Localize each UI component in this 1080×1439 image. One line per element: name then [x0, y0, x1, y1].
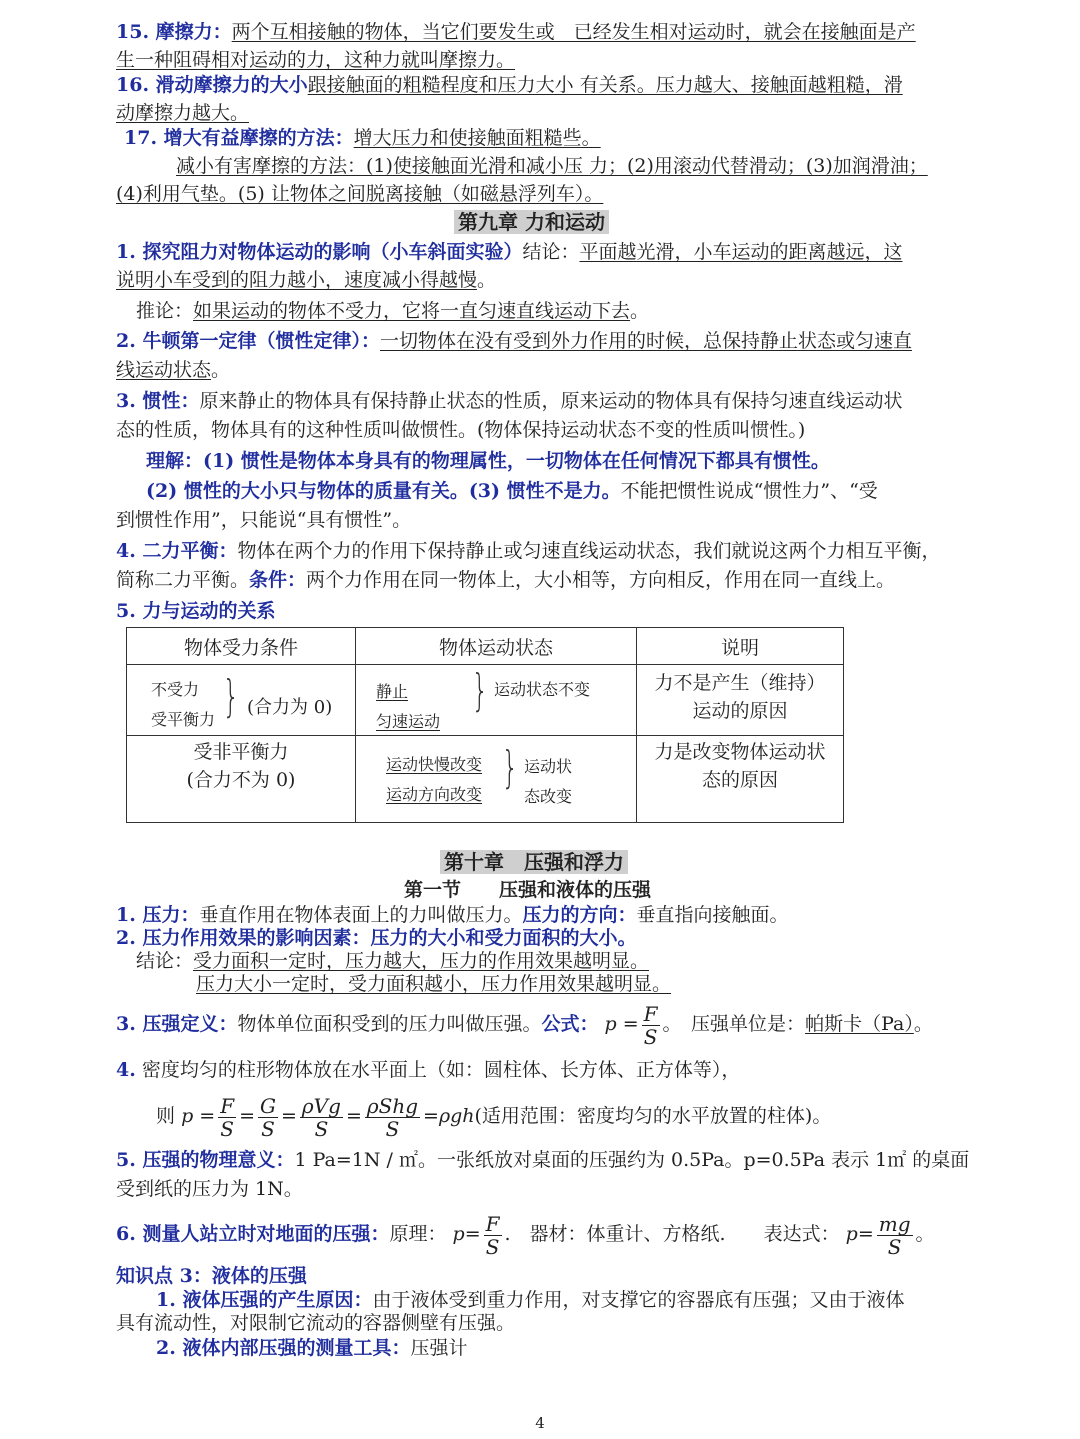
- ch10-q2-conclusion-2: [196, 970, 955, 998]
- ch10-q5: [116, 1146, 970, 1174]
- formula-rhogh: ρgh: [438, 1105, 475, 1127]
- ch9-point-1: [116, 238, 955, 266]
- ch9-point-1-conclusion: 平面越光滑，小车运动的距离越远，这: [579, 241, 903, 263]
- item-17-text: 增大压力和使接触面粗糙些。: [353, 127, 601, 149]
- table-cell: [356, 736, 637, 823]
- ch9-understand-text: 理解：(1) 惯性是物体本身具有的物理属性，一切物体在任何情况下都具有惯性。: [146, 450, 830, 472]
- ch9-point-3-text-2: 态的性质，物体具有的这种性质叫做惯性。(物体保持运动状态不变的性质叫惯性。): [116, 419, 806, 441]
- table-row: [127, 736, 844, 823]
- item-17-reduce-text: 减小有害摩擦的方法：(1)使接触面光滑和减小压 力；(2)用滚动代替滑动；(3)加润滑油；: [176, 155, 928, 177]
- ch9-point-4-condition-label: 条件：: [249, 569, 307, 591]
- fraction-g-s: [258, 1095, 278, 1140]
- page-number: 4: [535, 1414, 545, 1432]
- item-16: [116, 71, 955, 99]
- fraction-numerator: F: [485, 1211, 500, 1236]
- fraction-denominator: S: [485, 1234, 500, 1259]
- ch10-q4-text: 密度均匀的柱形物体放在水平面上（如：圆柱体、长方体、正方体等），: [141, 1059, 741, 1081]
- chapter-9-title: [454, 208, 609, 236]
- table-header: 物体运动状态: [356, 628, 637, 665]
- ch9-inference-text: 如果运动的物体不受力，它将一直匀速直线运动下去: [193, 300, 631, 322]
- ch10-q1-dir-text: 垂直指向接触面。: [636, 904, 789, 926]
- ch9-point-1-label: 1. 探究阻力对物体运动的影响（小车斜面实验）: [116, 241, 523, 263]
- r1-note-a: 力不是产生（维持）: [654, 672, 826, 694]
- pressure-fraction: [642, 1003, 660, 1048]
- r1-uniform-motion: 匀速运动: [376, 712, 441, 731]
- table-cell: [356, 665, 637, 736]
- r1-state-unchanged: 运动状态不变: [494, 680, 591, 699]
- item-15-text: 两个互相接触的物体，当它们要发生或 已经发生相对运动时，就会在接触面是产: [231, 21, 916, 43]
- r1-note-b: 运动的原因: [692, 700, 788, 722]
- ch10-q2-conclusion-1: 受力面积一定时，压力越大，压力的作用效果越明显。: [193, 950, 650, 972]
- ch9-point-4-label: 4. 二力平衡：: [116, 540, 238, 562]
- ch10-q1-label: 1. 压力：: [116, 904, 200, 926]
- fraction-denominator: S: [261, 1116, 275, 1141]
- item-16-cont: [116, 99, 955, 127]
- kp3-item-1-label: 1. 液体压强的产生原因：: [156, 1289, 373, 1311]
- ch9-point-2-end: 。: [211, 359, 231, 381]
- r1-net-zero: (合力为 0): [247, 697, 333, 718]
- ch9-point-1-conclusion-label: 结论：: [522, 241, 580, 263]
- ch10-q2-text: 2. 压力作用效果的影响因素：压力的大小和受力面积的大小。: [116, 927, 637, 949]
- ch10-q4-range: (适用范围：密度均匀的水平放置的柱体)。: [474, 1105, 832, 1127]
- ch9-understand-text-2b: 不能把惯性说成“惯性力”、“受: [620, 480, 878, 502]
- ch9-point-4-condition: 两个力作用在同一物体上，大小相等，方向相反，作用在同一直线上。: [306, 569, 896, 591]
- ch9-point-3-understand: [146, 447, 955, 475]
- kp3-item-1-text: 由于液体受到重力作用，对支撑它的容器底有压强；又由于液体: [372, 1289, 905, 1311]
- ch10-q4: [116, 1056, 955, 1084]
- fraction-denominator: S: [314, 1116, 329, 1141]
- fraction-numerator: G: [260, 1093, 276, 1118]
- item-17-label: 17. 增大有益摩擦的方法：: [124, 127, 354, 149]
- pressure-formula-lhs: p =: [604, 1013, 639, 1035]
- fraction-mg-s: [877, 1213, 913, 1258]
- fraction-denominator: S: [887, 1234, 902, 1259]
- fraction-numerator: mg: [878, 1211, 911, 1236]
- formula-eq: =: [464, 1223, 481, 1245]
- ch10-q5-text: 1 Pa=1N / ㎡。一张纸放对桌面的压强约为 0.5Pa。p=0.5Pa 表示 1㎡ 的桌面: [294, 1149, 970, 1171]
- force-motion-table: [126, 627, 844, 823]
- ch9-point-2-cont: [116, 356, 955, 384]
- formula-p: p: [181, 1105, 194, 1127]
- ch10-q4-formula: [156, 1088, 955, 1144]
- formula-eq: =: [239, 1105, 256, 1127]
- knowledge-point-3-label: 知识点 3：液体的压强: [116, 1265, 307, 1287]
- ch9-point-1-cont: [116, 266, 955, 294]
- ch10-q4-then: 则: [156, 1105, 176, 1127]
- fraction-rhovg-s: [300, 1095, 343, 1140]
- ch9-point-3: [116, 387, 955, 415]
- ch9-point-2-text: 一切物体在没有受到外力作用的时候，总保持静止状态或匀速直: [379, 330, 912, 352]
- ch10-q2-conclusion-label: 结论：: [136, 950, 194, 972]
- item-16-label: 16. 滑动摩擦力的大小: [116, 74, 308, 96]
- item-15-label: 15. 摩擦力：: [116, 21, 232, 43]
- table-header: 物体受力条件: [127, 628, 356, 665]
- kp3-item-1-cont: [116, 1309, 955, 1337]
- r1-balanced-force: 受平衡力: [151, 710, 216, 729]
- item-17-reduce: [176, 152, 955, 180]
- r2-note-a: 力是改变物体运动状: [654, 741, 826, 763]
- ch10-q5-label: 5. 压强的物理意义：: [116, 1149, 295, 1171]
- ch10-q6: [116, 1208, 955, 1260]
- formula-eq: =: [199, 1105, 216, 1127]
- r2-speed-change: 运动快慢改变: [386, 755, 483, 774]
- r2-state-b: 态改变: [524, 787, 573, 806]
- brace-icon: }: [471, 665, 489, 716]
- ch9-inference-label: 推论：: [136, 300, 194, 322]
- item-15-text-2: 生一种阻碍相对运动的力，这种力就叫摩擦力。: [116, 49, 516, 71]
- ch9-point-2: [116, 327, 955, 355]
- ch9-point-2-text-2: 线运动状态: [116, 359, 212, 381]
- ch10-q3-unit-label: 。 压强单位是：: [662, 1013, 806, 1035]
- item-16-text: 跟接触面的粗糙程度和压力大小 有关系。压力越大、接触面越粗糙，滑: [307, 74, 903, 96]
- item-17-reduce-cont: [116, 180, 955, 208]
- ch9-point-5: [116, 597, 955, 625]
- item-17: [124, 124, 955, 152]
- ch9-point-4-text-2a: 简称二力平衡。: [116, 569, 250, 591]
- kp3-item-1-text-2: 具有流动性，对限制它流动的容器侧壁有压强。: [116, 1312, 516, 1334]
- ch10-q6-label: 6. 测量人站立时对地面的压强：: [116, 1223, 390, 1245]
- fraction-numerator: F: [220, 1093, 235, 1118]
- ch10-q4-label: 4.: [116, 1059, 136, 1081]
- fraction-denominator: S: [643, 1024, 658, 1049]
- ch10-q6-tools: . 器材：体重计、方格纸. 表达式：: [504, 1223, 840, 1245]
- table-header: 说明: [637, 628, 844, 665]
- ch10-q5-cont: [116, 1175, 955, 1203]
- chapter-10-title: [440, 848, 628, 876]
- ch10-q3-formula-label: 公式：: [541, 1013, 599, 1035]
- item-15: [116, 18, 955, 46]
- r2-net-nonzero: (合力不为 0): [186, 769, 296, 791]
- r2-direction-change: 运动方向改变: [386, 785, 483, 804]
- r2-note-b: 态的原因: [701, 769, 778, 791]
- ch10-q2-conclusion-2-text: 压力大小一定时，受力面积越小，压力作用效果越明显。: [196, 973, 672, 995]
- ch10-q3-unit: 帕斯卡（Pa）: [805, 1013, 914, 1035]
- formula-eq: =: [345, 1105, 362, 1127]
- ch10-q3-label: 3. 压强定义：: [116, 1013, 238, 1035]
- ch10-q1-dir-label: 压力的方向：: [522, 904, 637, 926]
- fraction-f-s: [218, 1095, 236, 1140]
- ch10-q1-text: 垂直作用在物体表面上的力叫做压力。: [199, 904, 523, 926]
- ch9-point-3-text: 原来静止的物体具有保持静止状态的性质，原来运动的物体具有保持匀速直线运动状: [199, 390, 903, 412]
- ch9-point-2-label: 2. 牛顿第一定律（惯性定律）：: [116, 330, 380, 352]
- ch9-point-3-label: 3. 惯性：: [116, 390, 200, 412]
- fraction-denominator: S: [220, 1116, 234, 1141]
- ch10-q5-text-2: 受到纸的压力为 1N。: [116, 1178, 303, 1200]
- chapter-9-title-text: 第九章 力和运动: [454, 210, 609, 234]
- ch9-point-1-end: 。: [477, 269, 497, 291]
- item-17-reduce-text-2: (4)利用气垫。(5) 让物体之间脱离接触（如磁悬浮列车）。: [116, 183, 604, 205]
- fraction-rhoshg-s: [365, 1095, 420, 1140]
- ch10-q3-text: 物体单位面积受到的压力叫做压强。: [237, 1013, 542, 1035]
- ch10-q3: [116, 998, 955, 1050]
- kp3-item-2-text: 压强计: [410, 1337, 468, 1359]
- ch9-point-1-conclusion-2: 说明小车受到的阻力越小，速度减小得越慢: [116, 269, 478, 291]
- ch9-inference-end: 。: [630, 300, 650, 322]
- item-15-cont: [116, 46, 955, 74]
- table-cell: [127, 665, 356, 736]
- item-16-text-2: 动摩擦力越大。: [116, 102, 250, 124]
- table-row: [127, 665, 844, 736]
- formula-eq: =: [281, 1105, 297, 1127]
- chapter-10-title-text: 第十章 压强和浮力: [440, 850, 628, 874]
- ch10-q6-end: 。: [915, 1223, 935, 1245]
- ch9-understand-text-2: (2) 惯性的大小只与物体的质量有关。(3) 惯性不是力。: [146, 480, 621, 502]
- brace-icon: }: [501, 742, 519, 793]
- ch9-point-1-inference: [136, 297, 955, 325]
- fraction-numerator: F: [643, 1001, 658, 1026]
- formula-p: p: [845, 1223, 858, 1245]
- fraction-f-s: [484, 1213, 502, 1258]
- ch9-point-3-cont: [116, 416, 955, 444]
- table-cell: [127, 736, 356, 823]
- section-title: 第一节 压强和液体的压强: [404, 879, 652, 901]
- ch9-point-5-label: 5. 力与运动的关系: [116, 600, 276, 622]
- table-cell: [637, 665, 844, 736]
- fraction-numerator: ρShg: [366, 1093, 419, 1118]
- ch9-point-3-understand-3: [116, 506, 955, 534]
- r2-unbalanced-force: 受非平衡力: [193, 741, 289, 763]
- ch9-point-4: [116, 537, 955, 565]
- fraction-numerator: ρVg: [301, 1093, 341, 1118]
- r2-state-a: 运动状: [524, 757, 573, 776]
- ch9-point-4-cont: [116, 566, 955, 594]
- formula-eq: =: [857, 1223, 874, 1245]
- ch9-understand-text-3: 到惯性作用”，只能说“具有惯性”。: [116, 509, 412, 531]
- r1-no-force: 不受力: [151, 680, 200, 699]
- fraction-denominator: S: [385, 1116, 400, 1141]
- brace-icon: }: [222, 671, 240, 722]
- kp3-item-2: [156, 1334, 955, 1362]
- ch9-point-4-text: 物体在两个力的作用下保持静止或匀速直线运动状态，我们就说这两个力相互平衡，: [237, 540, 941, 562]
- r1-static: 静止: [376, 682, 409, 701]
- kp3-item-2-label: 2. 液体内部压强的测量工具：: [156, 1337, 411, 1359]
- ch9-point-3-understand-2: [146, 477, 955, 505]
- formula-p: p: [452, 1223, 465, 1245]
- formula-eq: =: [423, 1105, 439, 1127]
- ch10-q3-end: 。: [913, 1013, 933, 1035]
- table-cell: [637, 736, 844, 823]
- table-header-row: [127, 628, 844, 665]
- ch10-q6-text: 原理：: [389, 1223, 447, 1245]
